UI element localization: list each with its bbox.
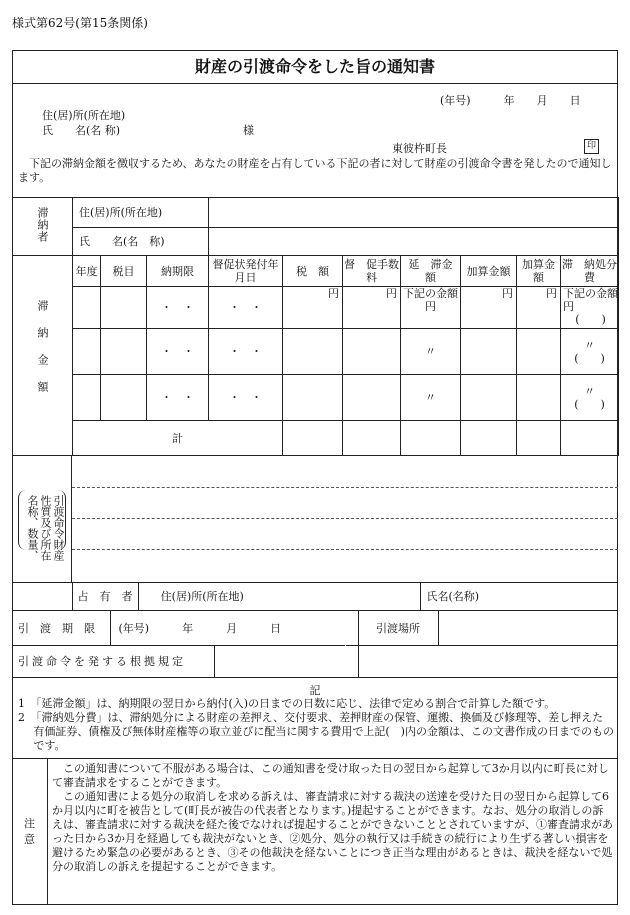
possessor-table [12,582,618,611]
delinquent-name-value[interactable] [209,228,619,256]
document-title: 財産の引渡命令をした旨の通知書 [12,50,618,84]
form-number: 様式第62号(第15条関係) [12,16,148,30]
cell-year[interactable] [73,287,101,329]
total-label: 計 [73,421,283,456]
col-header-tax-amount: 税 額 [283,256,343,287]
basis-value[interactable] [358,646,618,678]
cell-late-fee[interactable]: 下記の金額円 [401,287,461,329]
col-header-year: 年度 [73,256,101,287]
delivery-place-value[interactable] [438,611,618,646]
cell-due-date[interactable]: ・ ・ [147,375,209,421]
sama-label: 様 [243,124,254,137]
cell-tax-amount[interactable]: 円 [283,287,343,329]
cell-year[interactable] [73,375,101,421]
cell-late-fee[interactable]: 〃 [401,329,461,375]
basis-label: 引渡命令を発する根拠規定 [12,646,358,678]
total-row [13,421,619,456]
issue-date: (年号) 年 月 日 [440,94,581,107]
delinquent-address-label: 住(居)所(所在地) [73,198,209,228]
cell-reminder-fee[interactable]: 円 [343,287,401,329]
caution-text [52,762,614,874]
intro-text: 下記の滞納金額を徴収するため、あなたの財産を占有している下記の者に対して財産の引渡命令書を発したので通知します。 [18,157,612,184]
cell-reminder-fee[interactable] [343,375,401,421]
table-row [13,329,619,375]
cell-due-date[interactable]: ・ ・ [147,329,209,375]
cell-reminder-date[interactable]: ・ ・ [209,287,283,329]
cell-year[interactable] [73,329,101,375]
col-header-additional-2: 加算金額 [517,256,561,287]
mayor-name: 東彼杵町長 [392,142,447,155]
col-header-reminder-date: 督促状発付年月日 [209,256,283,287]
col-header-tax-item: 税目 [101,256,147,287]
cell-disposition-fee[interactable]: 〃 ( ) [561,329,619,375]
delivery-place-label: 引渡場所 [358,611,438,646]
col-header-additional-1: 加算金額 [461,256,517,287]
cell-reminder-date[interactable]: ・ ・ [209,329,283,375]
possessor-blank [12,583,72,611]
delinquent-name-label: 氏 名(名 称) [73,228,209,256]
possessor-address-value[interactable] [266,583,420,611]
notes-section [18,697,614,753]
basis-mask [215,646,345,676]
possessor-name-label: 氏名(名称) [420,583,618,611]
ki-label: 記 [309,684,321,697]
recipient-address-label: 住(居)所(所在地) [42,109,126,122]
cell-tax-item[interactable] [101,375,147,421]
cell-additional-2[interactable] [517,329,561,375]
col-header-disposition-fee: 滞 納処分費 [561,256,619,287]
possessor-label: 占 有 者 [72,583,138,611]
amount-table [12,255,619,456]
total-additional-1[interactable] [461,421,517,456]
total-late-fee[interactable] [401,421,461,456]
cell-disposition-fee[interactable]: 下記の金額円 ( ) [561,287,619,329]
delivery-period-label: 引 渡 期 限 [12,611,110,646]
amount-section-label: 滞納金額 [13,256,73,456]
caution-1: この通知書について不服がある場合は、この通知書を受け取った日の翌日から起算して3か月以内に町長に対して審査請求をすることができます。 [52,762,609,789]
table-row [13,287,619,329]
cell-reminder-fee[interactable] [343,329,401,375]
col-header-reminder-fee: 督 促手数料 [343,256,401,287]
delinquent-section-label: 滞納者 [13,198,73,256]
total-reminder-fee[interactable] [343,421,401,456]
possessor-address-label: 住(居)所(所在地) [138,583,266,611]
basis-mask-line [345,645,346,677]
delivery-period-value[interactable]: (年号) 年 月 日 [110,611,358,646]
note-2: 2 「滞納処分費」は、滞納処分による財産の差押え、交付要求、差押財産の保管、運搬、換価及び修理等、差し押えた有価証券、債権及び無体財産権等の取立並びに配当に関する費用で上記( )内の金額は、この文書作成の日までのものです。 [18,711,614,752]
cell-additional-1[interactable]: 円 [461,287,517,329]
official-seal: 印 [584,139,599,154]
cell-tax-item[interactable] [101,329,147,375]
cell-reminder-date[interactable]: ・ ・ [209,375,283,421]
delinquent-address-value[interactable] [209,198,619,228]
cell-due-date[interactable]: ・ ・ [147,287,209,329]
note-1: 1 「延滞金額」は、納期限の翌日から納付(入)の日までの日数に応じ、法律で定める割合で計算した額です。 [18,697,556,710]
cell-disposition-fee[interactable]: 〃 ( ) [561,375,619,421]
total-disposition-fee[interactable] [561,421,619,456]
cell-tax-item[interactable] [101,287,147,329]
recipient-name-label: 氏 名(名 称) [42,124,121,137]
cell-tax-amount[interactable] [283,375,343,421]
total-additional-2[interactable] [517,421,561,456]
col-header-due-date: 納期限 [147,256,209,287]
property-lines[interactable] [72,455,618,582]
caution-2: この通知書による処分の取消しを求める訴えは、審査請求に対する裁決の送達を受けた日の翌日から起算して6か月以内に町を被告として(町長が被告の代表者となります。)提起することができます。なお、処分の取消しの訴えは、審査請求に対する裁決を経た後でなければ提起することができないこととされていますが、①審査請求があった日から3か月を経過しても裁決がないとき、②処分、処分の執行又は手続きの続行により生ずる著しい損害を避けるため緊急の必要があるとき、③その他裁決を経ないことにつき正当な理由があるときは、裁決を経ないで処分の取消しの訴えを提起することができます。 [52,790,613,873]
table-row [13,375,619,421]
cell-additional-1[interactable] [461,375,517,421]
caution-label: 注意 [12,758,48,905]
col-header-late-fee: 延 滞金 額 [401,256,461,287]
cell-additional-2[interactable]: 円 [517,287,561,329]
property-section-label: 引渡命令財産 性質及び所在 名称、数量、 [12,455,72,582]
cell-additional-1[interactable] [461,329,517,375]
cell-additional-2[interactable] [517,375,561,421]
cell-tax-amount[interactable] [283,329,343,375]
delinquent-table [12,197,619,256]
cell-late-fee[interactable]: 〃 [401,375,461,421]
caution-top-line [12,758,618,759]
total-tax-amount[interactable] [283,421,343,456]
